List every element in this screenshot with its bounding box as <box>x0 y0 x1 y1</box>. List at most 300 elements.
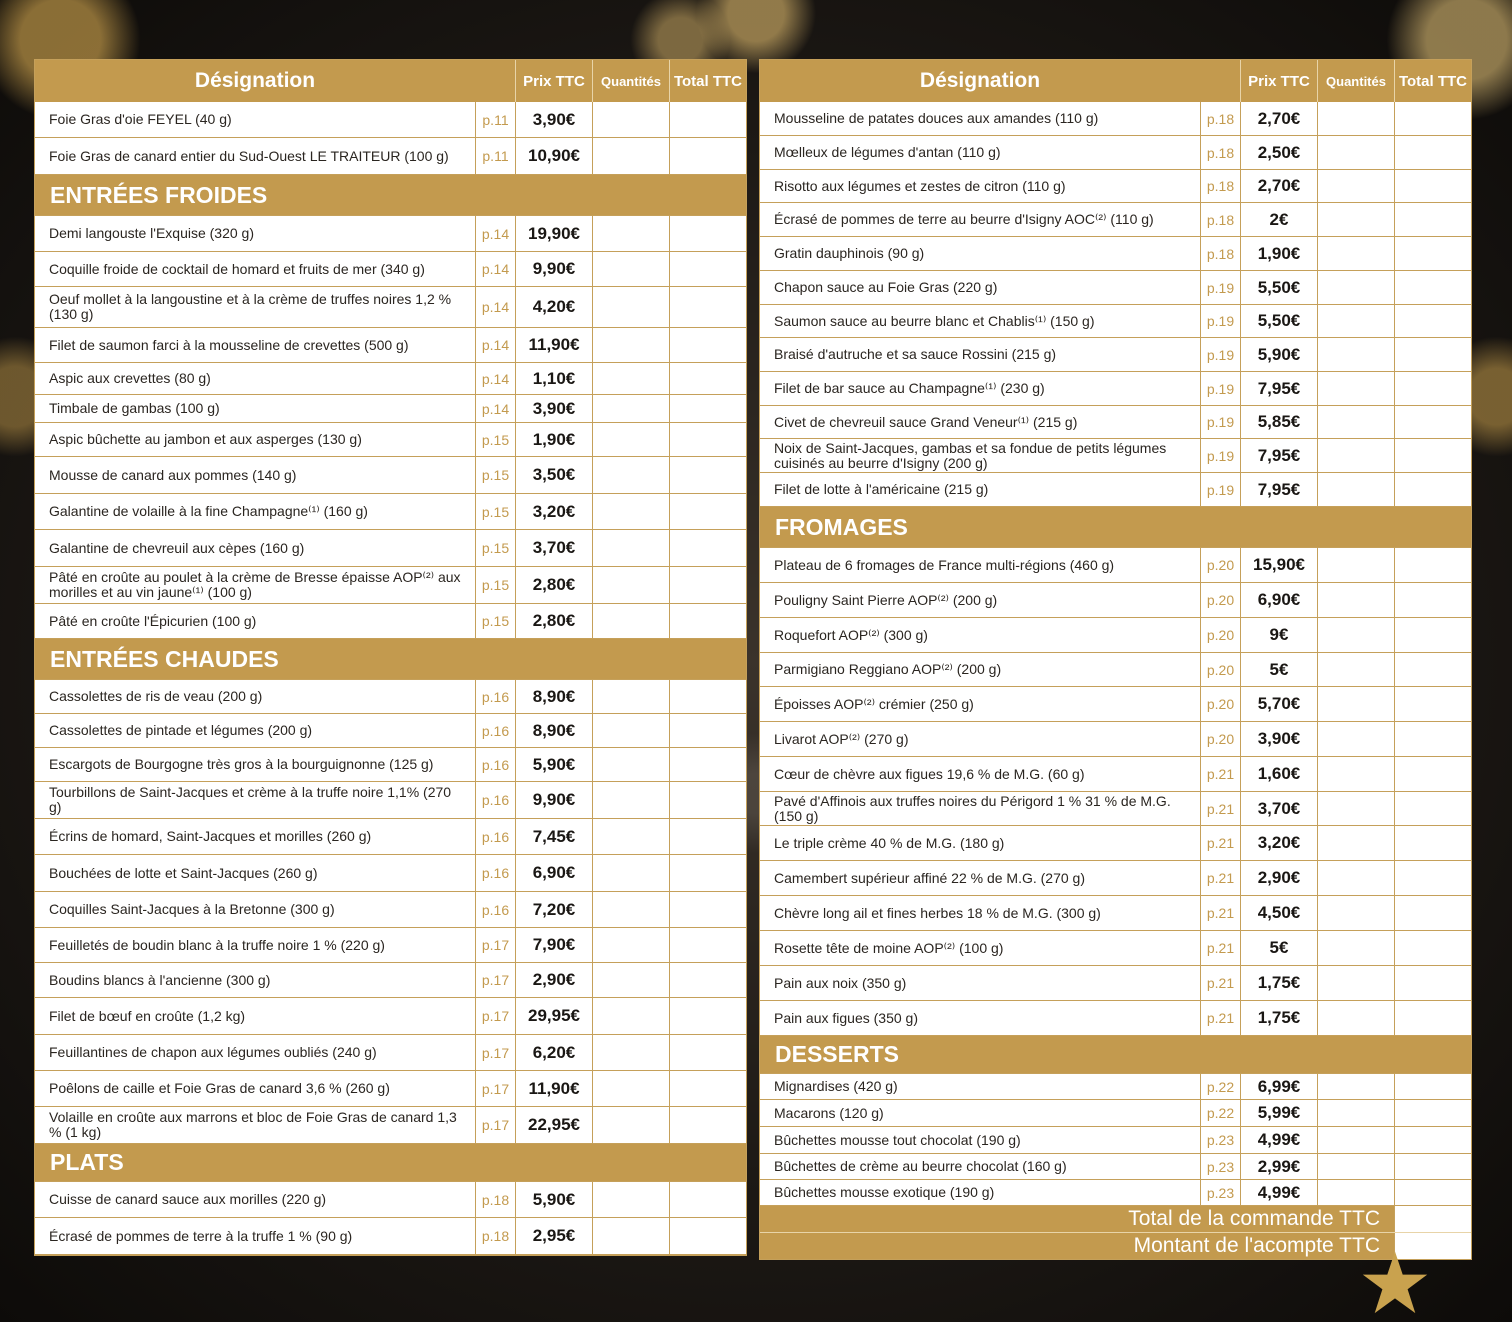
table-row <box>760 861 1471 896</box>
table-row <box>35 363 746 395</box>
total-field[interactable] <box>1394 271 1471 304</box>
table-row <box>35 530 746 567</box>
total-field[interactable] <box>1394 473 1471 506</box>
header-page-spacer <box>475 60 515 102</box>
item-name: Cœur de chèvre aux figues 19,6 % de M.G. (60 g) <box>774 765 1085 782</box>
header-page-spacer <box>1200 60 1240 102</box>
table-row <box>35 102 746 138</box>
quantity-field[interactable] <box>1317 473 1394 506</box>
total-field[interactable] <box>1394 722 1471 756</box>
table-row <box>760 722 1471 757</box>
item-name: Le triple crème 40 % de M.G. (180 g) <box>774 834 1005 851</box>
total-field[interactable] <box>1394 1127 1471 1153</box>
item-name: Risotto aux légumes et zestes de citron (110 g) <box>774 177 1066 194</box>
section-heading: ENTRÉES CHAUDES <box>35 639 746 680</box>
total-field[interactable] <box>669 423 746 456</box>
item-name: Cuisse de canard sauce aux morilles (220 g) <box>49 1191 327 1207</box>
total-field[interactable] <box>1394 1074 1471 1099</box>
item-name: Écrasé de pommes de terre au beurre d'Isigny AOC⁽²⁾ (110 g) <box>774 211 1154 227</box>
quantity-field[interactable] <box>1317 722 1394 756</box>
table-row <box>760 203 1471 237</box>
item-price: 5,50€ <box>1240 305 1317 337</box>
quantity-field[interactable] <box>1317 237 1394 270</box>
table-row <box>35 328 746 363</box>
item-page: p.17 <box>475 998 515 1034</box>
total-field[interactable] <box>669 1218 746 1254</box>
quantity-field[interactable] <box>592 138 669 174</box>
item-name: Bûchettes de crème au beurre chocolat (160 g) <box>774 1158 1067 1174</box>
item-price: 3,20€ <box>1240 826 1317 860</box>
total-field[interactable] <box>1394 1180 1471 1205</box>
total-field[interactable] <box>669 1182 746 1217</box>
total-field[interactable] <box>1394 792 1471 825</box>
item-page: p.20 <box>1200 618 1240 652</box>
item-price: 3,70€ <box>515 530 592 566</box>
item-page: p.11 <box>475 138 515 174</box>
item-name: Coquille froide de cocktail de homard et fruits de mer (340 g) <box>49 260 425 277</box>
item-price: 7,95€ <box>1240 372 1317 405</box>
header-total: Total TTC <box>669 60 746 102</box>
item-page: p.21 <box>1200 931 1240 965</box>
item-page: p.16 <box>475 782 515 818</box>
header-designation: Désignation <box>194 69 316 92</box>
item-price: 8,90€ <box>515 680 592 713</box>
total-field[interactable] <box>1394 826 1471 860</box>
item-page: p.19 <box>1200 473 1240 506</box>
item-page: p.19 <box>1200 372 1240 405</box>
quantity-field[interactable] <box>1317 305 1394 337</box>
order-form-right <box>760 60 1471 1259</box>
item-page: p.19 <box>1200 406 1240 438</box>
table-row <box>760 372 1471 406</box>
item-price: 7,95€ <box>1240 473 1317 506</box>
total-field[interactable] <box>1394 1100 1471 1126</box>
item-page: p.23 <box>1200 1180 1240 1205</box>
item-name: Écrasé de pommes de terre à la truffe 1 % (90 g) <box>49 1227 353 1244</box>
table-row <box>35 395 746 423</box>
table-row <box>760 1127 1471 1154</box>
total-field[interactable] <box>669 138 746 174</box>
total-field[interactable] <box>1394 372 1471 405</box>
section-heading: DESSERTS <box>760 1036 1471 1074</box>
table-row <box>760 653 1471 687</box>
item-price: 8,90€ <box>515 714 592 747</box>
header-total: Total TTC <box>1394 60 1471 102</box>
total-field[interactable] <box>669 363 746 394</box>
item-page: p.19 <box>1200 439 1240 472</box>
total-field[interactable] <box>1394 203 1471 236</box>
item-name: Oeuf mollet à la langoustine et à la crème de truffes noires 1,2 % (130 g) <box>49 291 452 322</box>
quantity-field[interactable] <box>592 494 669 529</box>
item-name: Feuilletés de boudin blanc à la truffe noire 1 % (220 g) <box>49 936 385 953</box>
quantity-field[interactable] <box>592 1218 669 1254</box>
quantity-field[interactable] <box>1317 203 1394 236</box>
total-field[interactable] <box>1394 896 1471 930</box>
quantity-field[interactable] <box>1317 826 1394 860</box>
item-price: 1,75€ <box>1240 1001 1317 1035</box>
item-price: 9,90€ <box>515 252 592 286</box>
item-name: Rosette tête de moine AOP⁽²⁾ (100 g) <box>774 939 1004 956</box>
item-price: 6,90€ <box>1240 583 1317 617</box>
quantity-field[interactable] <box>592 395 669 422</box>
quantity-field[interactable] <box>1317 966 1394 1000</box>
quantity-field[interactable] <box>592 892 669 927</box>
table-row <box>35 1218 746 1255</box>
quantity-field[interactable] <box>1317 757 1394 791</box>
item-price: 2,95€ <box>515 1218 592 1254</box>
right-rows <box>760 102 1471 1206</box>
total-field[interactable] <box>1394 237 1471 270</box>
item-page: p.23 <box>1200 1154 1240 1179</box>
item-page: p.20 <box>1200 653 1240 686</box>
item-name: Volaille en croûte aux marrons et bloc de Foie Gras de canard 1,3 % (1 kg) <box>49 1109 457 1140</box>
total-field[interactable] <box>1394 653 1471 686</box>
table-row <box>35 998 746 1035</box>
item-name: Époisses AOP⁽²⁾ crémier (250 g) <box>774 695 974 712</box>
total-field[interactable] <box>1394 931 1471 965</box>
item-name: Bûchettes mousse tout chocolat (190 g) <box>774 1131 1021 1148</box>
quantity-field[interactable] <box>592 963 669 997</box>
table-row <box>760 102 1471 136</box>
item-name: Pavé d'Affinois aux truffes noires du Périgord 1 % 31 % de M.G. (150 g) <box>774 792 1171 824</box>
item-name: Saumon sauce au beurre blanc et Chablis⁽¹⁾ (150 g) <box>774 312 1095 329</box>
item-name: Galantine de chevreuil aux cèpes (160 g) <box>49 539 305 556</box>
item-page: p.18 <box>475 1218 515 1254</box>
total-field[interactable] <box>669 963 746 997</box>
quantity-field[interactable] <box>1317 618 1394 652</box>
quantity-field[interactable] <box>592 1107 669 1143</box>
item-name: Chèvre long ail et fines herbes 18 % de M.G. (300 g) <box>774 904 1101 921</box>
quantity-field[interactable] <box>592 998 669 1034</box>
item-price: 5,90€ <box>1240 338 1317 371</box>
quantity-field[interactable] <box>1317 170 1394 202</box>
item-name: Noix de Saint-Jacques, gambas et sa fondue de petits légumes cuisinés au beurre d'Isigny (200 g) <box>774 439 1167 471</box>
item-price: 9€ <box>1240 618 1317 652</box>
total-field[interactable] <box>669 748 746 781</box>
table-row <box>35 457 746 494</box>
quantity-field[interactable] <box>1317 687 1394 721</box>
item-page: p.21 <box>1200 966 1240 1000</box>
item-name: Pâté en croûte l'Épicurien (100 g) <box>49 612 257 629</box>
quantity-field[interactable] <box>592 530 669 566</box>
table-row <box>35 423 746 457</box>
header-quantites: Quantités <box>1317 60 1394 102</box>
total-field[interactable] <box>669 567 746 603</box>
acompte-label: Montant de l'acompte TTC <box>1133 1234 1380 1257</box>
quantity-field[interactable] <box>1317 1100 1394 1126</box>
total-field[interactable] <box>669 680 746 713</box>
table-row <box>35 680 746 714</box>
quantity-field[interactable] <box>1317 653 1394 686</box>
item-name: Plateau de 6 fromages de France multi-régions (460 g) <box>774 556 1115 573</box>
total-field[interactable] <box>1394 406 1471 438</box>
item-name: Mousseline de patates douces aux amandes (110 g) <box>774 110 1099 126</box>
total-field[interactable] <box>1394 583 1471 617</box>
table-row <box>760 439 1471 473</box>
quantity-field[interactable] <box>1317 271 1394 304</box>
item-page: p.15 <box>475 494 515 529</box>
quantity-field[interactable] <box>592 567 669 603</box>
total-field[interactable] <box>669 1071 746 1106</box>
quantity-field[interactable] <box>1317 372 1394 405</box>
item-page: p.22 <box>1200 1100 1240 1126</box>
total-field[interactable] <box>669 998 746 1034</box>
item-page: p.18 <box>1200 237 1240 270</box>
table-row <box>35 604 746 639</box>
item-page: p.16 <box>475 892 515 927</box>
item-price: 2,70€ <box>1240 170 1317 202</box>
quantity-field[interactable] <box>1317 136 1394 169</box>
table-row <box>35 855 746 892</box>
table-row <box>35 819 746 855</box>
quantity-field[interactable] <box>592 680 669 713</box>
quantity-field[interactable] <box>592 1071 669 1106</box>
table-row <box>760 1180 1471 1206</box>
table-row <box>760 931 1471 966</box>
quantity-field[interactable] <box>592 287 669 327</box>
total-field[interactable] <box>1394 305 1471 337</box>
item-page: p.14 <box>475 363 515 394</box>
total-field[interactable] <box>1394 439 1471 472</box>
total-field[interactable] <box>669 855 746 891</box>
quantity-field[interactable] <box>592 252 669 286</box>
total-commande-label: Total de la commande TTC <box>1128 1207 1380 1230</box>
item-page: p.19 <box>1200 338 1240 371</box>
item-name: Mœlleux de légumes d'antan (110 g) <box>774 144 1001 160</box>
quantity-field[interactable] <box>592 928 669 962</box>
quantity-field[interactable] <box>1317 931 1394 965</box>
item-price: 22,95€ <box>515 1107 592 1143</box>
total-field[interactable] <box>669 892 746 927</box>
item-price: 5,85€ <box>1240 406 1317 438</box>
total-field[interactable] <box>669 928 746 962</box>
total-field[interactable] <box>669 287 746 327</box>
item-price: 4,99€ <box>1240 1180 1317 1205</box>
item-price: 1,10€ <box>515 363 592 394</box>
item-page: p.18 <box>1200 102 1240 135</box>
table-header <box>760 60 1471 102</box>
table-row <box>760 687 1471 722</box>
item-name: Galantine de volaille à la fine Champagne⁽¹⁾ (160 g) <box>49 503 368 519</box>
quantity-field[interactable] <box>1317 1127 1394 1153</box>
item-price: 7,20€ <box>515 892 592 927</box>
header-prix: Prix TTC <box>1240 60 1317 102</box>
item-page: p.18 <box>1200 203 1240 236</box>
header-prix: Prix TTC <box>515 60 592 102</box>
quantity-field[interactable] <box>592 1035 669 1070</box>
quantity-field[interactable] <box>592 102 669 137</box>
table-row <box>760 338 1471 372</box>
item-price: 6,99€ <box>1240 1074 1317 1099</box>
quantity-field[interactable] <box>1317 102 1394 135</box>
item-name: Mignardises (420 g) <box>774 1078 898 1094</box>
item-page: p.15 <box>475 530 515 566</box>
total-commande-field[interactable] <box>1394 1206 1471 1232</box>
item-price: 7,95€ <box>1240 439 1317 472</box>
section-heading: FROMAGES <box>760 507 1471 548</box>
quantity-field[interactable] <box>592 604 669 638</box>
total-field[interactable] <box>1394 966 1471 1000</box>
item-page: p.18 <box>1200 136 1240 169</box>
total-field[interactable] <box>669 1035 746 1070</box>
total-field[interactable] <box>1394 757 1471 791</box>
quantity-field[interactable] <box>592 782 669 818</box>
item-name: Gratin dauphinois (90 g) <box>774 245 925 261</box>
quantity-field[interactable] <box>1317 583 1394 617</box>
item-name: Chapon sauce au Foie Gras (220 g) <box>774 279 998 295</box>
item-page: p.14 <box>475 287 515 327</box>
total-field[interactable] <box>669 782 746 818</box>
table-row <box>760 170 1471 203</box>
total-field[interactable] <box>669 328 746 362</box>
quantity-field[interactable] <box>592 328 669 362</box>
item-name: Cassolettes de pintade et légumes (200 g) <box>49 722 313 738</box>
quantity-field[interactable] <box>592 216 669 251</box>
item-page: p.15 <box>475 423 515 456</box>
section-heading: PLATS <box>35 1144 746 1182</box>
total-field[interactable] <box>1394 548 1471 582</box>
total-field[interactable] <box>1394 1001 1471 1035</box>
item-price: 9,90€ <box>515 782 592 818</box>
item-page: p.16 <box>475 855 515 891</box>
total-field[interactable] <box>1394 136 1471 169</box>
quantity-field[interactable] <box>1317 1001 1394 1035</box>
item-price: 2,80€ <box>515 604 592 638</box>
item-page: p.21 <box>1200 896 1240 930</box>
item-page: p.18 <box>475 1182 515 1217</box>
quantity-field[interactable] <box>592 423 669 456</box>
item-name: Boudins blancs à l'ancienne (300 g) <box>49 971 271 988</box>
item-name: Filet de lotte à l'américaine (215 g) <box>774 481 989 497</box>
item-page: p.17 <box>475 963 515 997</box>
section-heading: ENTRÉES FROIDES <box>35 175 746 216</box>
item-price: 3,90€ <box>515 395 592 422</box>
quantity-field[interactable] <box>1317 1154 1394 1179</box>
item-page: p.19 <box>1200 305 1240 337</box>
table-row <box>35 714 746 748</box>
total-field[interactable] <box>1394 338 1471 371</box>
quantity-field[interactable] <box>1317 439 1394 472</box>
item-page: p.11 <box>475 102 515 137</box>
item-name: Filet de saumon farci à la mousseline de crevettes (500 g) <box>49 336 409 353</box>
quantity-field[interactable] <box>1317 548 1394 582</box>
table-row <box>35 782 746 819</box>
item-name: Pain aux figues (350 g) <box>774 1009 918 1026</box>
header-designation: Désignation <box>919 69 1041 92</box>
quantity-field[interactable] <box>592 748 669 781</box>
total-field[interactable] <box>1394 687 1471 721</box>
star-icon <box>1360 1248 1430 1318</box>
item-page: p.21 <box>1200 792 1240 825</box>
total-field[interactable] <box>669 216 746 251</box>
order-form-left <box>35 60 746 1255</box>
quantity-field[interactable] <box>592 457 669 493</box>
table-row <box>35 567 746 604</box>
total-field[interactable] <box>669 457 746 493</box>
total-field[interactable] <box>669 604 746 638</box>
total-field[interactable] <box>669 102 746 137</box>
item-page: p.19 <box>1200 271 1240 304</box>
item-name: Foie Gras d'oie FEYEL (40 g) <box>49 111 232 127</box>
quantity-field[interactable] <box>592 819 669 854</box>
item-price: 1,60€ <box>1240 757 1317 791</box>
item-page: p.23 <box>1200 1127 1240 1153</box>
item-page: p.15 <box>475 604 515 638</box>
total-field[interactable] <box>1394 861 1471 895</box>
item-name: Tourbillons de Saint-Jacques et crème à la truffe noire 1,1% (270 g) <box>49 784 452 815</box>
quantity-field[interactable] <box>592 363 669 394</box>
item-price: 1,90€ <box>515 423 592 456</box>
total-field[interactable] <box>1394 170 1471 202</box>
table-row <box>35 1107 746 1144</box>
total-field[interactable] <box>1394 618 1471 652</box>
quantity-field[interactable] <box>592 855 669 891</box>
item-page: p.17 <box>475 928 515 962</box>
quantity-field[interactable] <box>1317 861 1394 895</box>
item-price: 10,90€ <box>515 138 592 174</box>
table-row <box>35 138 746 175</box>
total-field[interactable] <box>669 252 746 286</box>
table-row <box>760 237 1471 271</box>
item-page: p.16 <box>475 680 515 713</box>
quantity-field[interactable] <box>1317 406 1394 438</box>
total-field[interactable] <box>1394 102 1471 135</box>
total-field[interactable] <box>669 530 746 566</box>
total-field[interactable] <box>669 714 746 747</box>
total-field[interactable] <box>1394 1154 1471 1179</box>
item-page: p.20 <box>1200 583 1240 617</box>
table-row <box>760 271 1471 305</box>
table-row <box>760 406 1471 439</box>
table-row <box>35 1071 746 1107</box>
table-row <box>760 966 1471 1001</box>
item-price: 3,20€ <box>515 494 592 529</box>
item-name: Braisé d'autruche et sa sauce Rossini (215 g) <box>774 346 1057 362</box>
item-page: p.14 <box>475 328 515 362</box>
table-header <box>35 60 746 102</box>
item-price: 5,90€ <box>515 1182 592 1217</box>
quantity-field[interactable] <box>1317 338 1394 371</box>
quantity-field[interactable] <box>1317 896 1394 930</box>
item-page: p.17 <box>475 1035 515 1070</box>
quantity-field[interactable] <box>592 714 669 747</box>
item-name: Feuillantines de chapon aux légumes oubliés (240 g) <box>49 1044 377 1060</box>
table-row <box>35 287 746 328</box>
quantity-field[interactable] <box>592 1182 669 1217</box>
table-row <box>35 494 746 530</box>
item-page: p.20 <box>1200 548 1240 582</box>
total-field[interactable] <box>669 494 746 529</box>
item-price: 5€ <box>1240 931 1317 965</box>
table-row <box>760 1001 1471 1036</box>
quantity-field[interactable] <box>1317 1180 1394 1205</box>
left-rows <box>35 102 746 1255</box>
item-price: 2,90€ <box>515 963 592 997</box>
total-field[interactable] <box>669 819 746 854</box>
table-row <box>35 892 746 928</box>
item-name: Timbale de gambas (100 g) <box>49 400 220 416</box>
item-page: p.14 <box>475 395 515 422</box>
item-name: Aspic bûchette au jambon et aux asperges (130 g) <box>49 431 362 447</box>
quantity-field[interactable] <box>1317 792 1394 825</box>
total-field[interactable] <box>669 1107 746 1143</box>
table-row <box>35 748 746 782</box>
table-row <box>760 826 1471 861</box>
item-name: Civet de chevreuil sauce Grand Veneur⁽¹⁾ (215 g) <box>774 413 1078 430</box>
total-field[interactable] <box>669 395 746 422</box>
quantity-field[interactable] <box>1317 1074 1394 1099</box>
item-price: 15,90€ <box>1240 548 1317 582</box>
